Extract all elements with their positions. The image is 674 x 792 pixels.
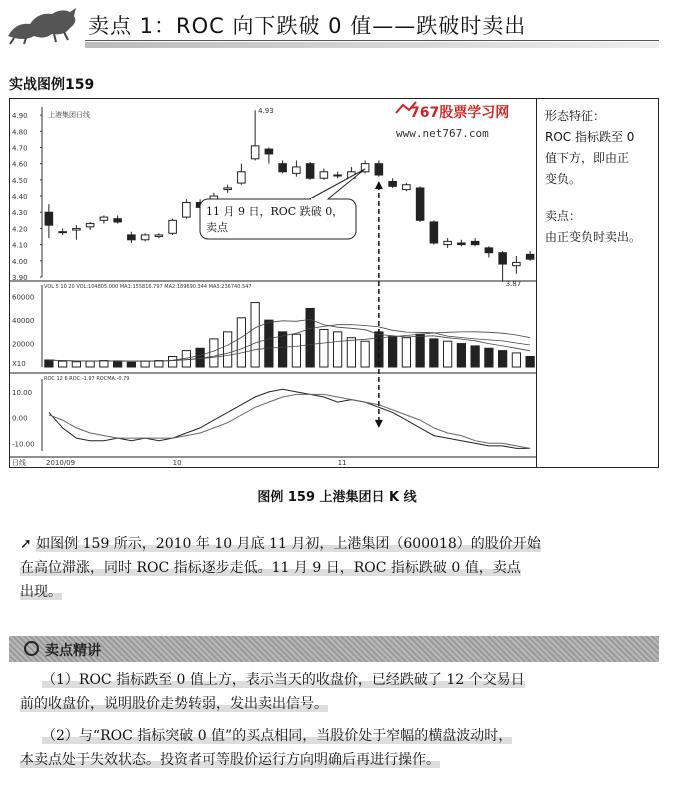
volume-bar xyxy=(279,332,287,367)
title-underline xyxy=(85,40,659,41)
volume-bar xyxy=(141,361,149,367)
section-p2-line-1: （2）与“ROC 指标突破 0 值”的买点相同，当股价处于窄幅的横盘波动时， xyxy=(42,728,513,744)
candle-up xyxy=(100,217,108,220)
low-price-label: 3.87 xyxy=(505,279,522,288)
volume-bar xyxy=(114,361,122,367)
candle-up xyxy=(293,167,301,173)
watermark-url: www.net767.com xyxy=(396,127,489,140)
candle-down xyxy=(526,254,534,259)
candle-up xyxy=(238,172,246,183)
section-title: 卖点精讲 xyxy=(24,640,101,660)
candle-up xyxy=(141,235,149,240)
volume-bar xyxy=(416,334,424,367)
candle-up xyxy=(334,175,342,176)
stock-chart xyxy=(10,99,537,467)
volume-bar xyxy=(499,351,507,367)
roc-tick-label: -10.00 xyxy=(12,440,35,449)
candle-up xyxy=(444,241,452,244)
candle-down xyxy=(458,243,466,245)
volume-bar xyxy=(237,318,245,367)
volume-unit-label: X10 xyxy=(12,360,26,368)
body-paragraph xyxy=(20,532,660,604)
price-tick-label: 4.70 xyxy=(12,144,28,153)
roc-line xyxy=(49,389,530,448)
price-tick-label: 4.30 xyxy=(12,209,28,218)
volume-bar xyxy=(45,360,53,367)
candle-down xyxy=(375,164,383,175)
volume-bar xyxy=(334,332,342,367)
volume-bar xyxy=(210,339,218,367)
bull-logo-icon xyxy=(4,2,82,46)
arrow-head-down-icon xyxy=(375,420,383,428)
volume-tick-label: 20000 xyxy=(12,340,35,349)
candle-down xyxy=(45,212,53,225)
volume-info: VOL 5 10 20 VOL:104805.000 MA1:155816.797 MA2:189690.344 MA3:236740.547 xyxy=(44,284,252,290)
volume-bar xyxy=(430,339,438,367)
volume-bar xyxy=(224,332,232,367)
date-label: 2010/09 xyxy=(46,459,76,467)
volume-bar xyxy=(86,361,94,367)
candle-up xyxy=(251,146,259,159)
section-header-bar xyxy=(9,636,659,662)
date-label: 日线 xyxy=(12,459,26,467)
volume-bar xyxy=(526,356,534,367)
volume-bar xyxy=(361,341,369,367)
price-tick-label: 4.60 xyxy=(12,160,28,169)
watermark-brand: 767股票学习网 xyxy=(410,105,510,121)
price-tick-label: 4.80 xyxy=(12,128,28,137)
para-line-1: ➚ 如图例 159 所示，2010 年 10 月底 11 月初，上港集团（600018）的股价开始 xyxy=(20,536,541,552)
volume-bar xyxy=(155,361,163,367)
candle-up xyxy=(183,203,191,218)
annotation-pointer-mask xyxy=(311,198,327,201)
annotation-text-line-2: 卖点 xyxy=(206,221,228,234)
volume-bar xyxy=(127,362,135,367)
para-line-2: 在高位滞涨，同时 ROC 指标逐步走低。11 月 9 日，ROC 指标跌破 0 值，卖点 xyxy=(20,560,521,576)
figure-caption: 图例 159 上港集团日 K 线 xyxy=(257,490,417,505)
chart-legend-name: 上港集团日线 xyxy=(48,111,90,119)
volume-bar xyxy=(59,361,67,367)
section-p2-line-2: 本卖点处于失效状态。投资者可等股价运行方向明确后再进行操作。 xyxy=(20,752,440,768)
para-line-3: 出现。 xyxy=(20,584,62,600)
volume-bar xyxy=(512,353,520,367)
annotation-text-line-1: 11 月 9 日，ROC 跌破 0， xyxy=(206,205,344,218)
candle-down xyxy=(114,219,122,222)
candle-down xyxy=(485,248,493,253)
arrow-icon: ➚ xyxy=(20,536,32,552)
section-body xyxy=(20,668,660,772)
volume-bar xyxy=(457,344,465,367)
date-label: 11 xyxy=(337,459,347,467)
date-label: 10 xyxy=(172,459,182,467)
candle-down xyxy=(128,235,136,240)
volume-bar xyxy=(292,334,300,367)
title-shade xyxy=(85,42,659,48)
feature-title: 形态特征： xyxy=(545,109,606,123)
volume-bar xyxy=(347,338,355,367)
section-p1-line-1: （1）ROC 指标跌至 0 值上方，表示当天的收盘价，已经跌破了 12 个交易日 xyxy=(42,672,525,688)
volume-tick-label: 60000 xyxy=(12,293,35,302)
page-header xyxy=(0,0,674,50)
volume-bar xyxy=(100,361,108,367)
feature-line-1: ROC 指标跌至 0 xyxy=(545,130,635,144)
volume-tick-label: 40000 xyxy=(12,317,35,326)
candle-down xyxy=(389,181,397,186)
volume-bar xyxy=(251,303,259,367)
candle-up xyxy=(513,262,521,265)
high-price-label: 4.93 xyxy=(258,107,274,116)
feature-line-3: 变负。 xyxy=(545,172,582,186)
price-tick-label: 4.90 xyxy=(12,112,28,121)
candle-up xyxy=(155,235,163,237)
candle-down xyxy=(471,241,479,244)
volume-bar xyxy=(265,320,273,367)
price-tick-label: 4.10 xyxy=(12,241,28,250)
price-tick-label: 4.40 xyxy=(12,193,28,202)
price-tick-label: 3.90 xyxy=(12,274,28,282)
volume-bar xyxy=(444,341,452,367)
candle-down xyxy=(265,149,273,154)
volume-bar xyxy=(169,356,177,367)
candle-up xyxy=(86,224,94,227)
arrow-head-up-icon xyxy=(375,181,383,189)
candle-up xyxy=(224,188,232,190)
candle-down xyxy=(499,253,507,264)
volume-bar xyxy=(389,337,397,367)
example-label: 实战图例159 xyxy=(9,77,95,93)
volume-bar xyxy=(471,346,479,367)
sell-line-1: 由正变负时卖出。 xyxy=(545,230,642,244)
candle-up xyxy=(73,228,81,230)
roc-info: ROC 12 6 ROC:-1.97 ROCMA:-0.79 xyxy=(44,376,130,382)
candle-down xyxy=(416,188,424,220)
candle-up xyxy=(169,220,177,233)
sell-title: 卖点： xyxy=(545,209,582,223)
candle-down xyxy=(306,164,314,179)
volume-bar xyxy=(485,348,493,367)
circle-bullet-icon xyxy=(24,641,39,656)
section-p1-line-2: 前的收盘价，说明股价走势转弱，发出卖出信号。 xyxy=(20,696,328,712)
candle-up xyxy=(59,232,67,233)
candle-up xyxy=(403,185,411,190)
price-tick-label: 4.00 xyxy=(12,257,28,266)
candle-down xyxy=(430,222,438,243)
page-title: 卖点 1：ROC 向下跌破 0 值——跌破时卖出 xyxy=(88,14,527,38)
volume-bar xyxy=(306,308,314,367)
roc-tick-label: 10.00 xyxy=(12,388,33,397)
candle-down xyxy=(279,164,287,172)
volume-bar xyxy=(320,330,328,367)
side-panel xyxy=(536,98,659,468)
feature-line-2: 值下方，即由正 xyxy=(545,151,630,165)
candle-up xyxy=(320,172,328,178)
price-tick-label: 4.50 xyxy=(12,176,28,185)
roc-tick-label: 0.00 xyxy=(12,414,28,423)
volume-bar xyxy=(72,362,80,367)
volume-bar xyxy=(402,338,410,367)
price-tick-label: 4.20 xyxy=(12,225,28,234)
